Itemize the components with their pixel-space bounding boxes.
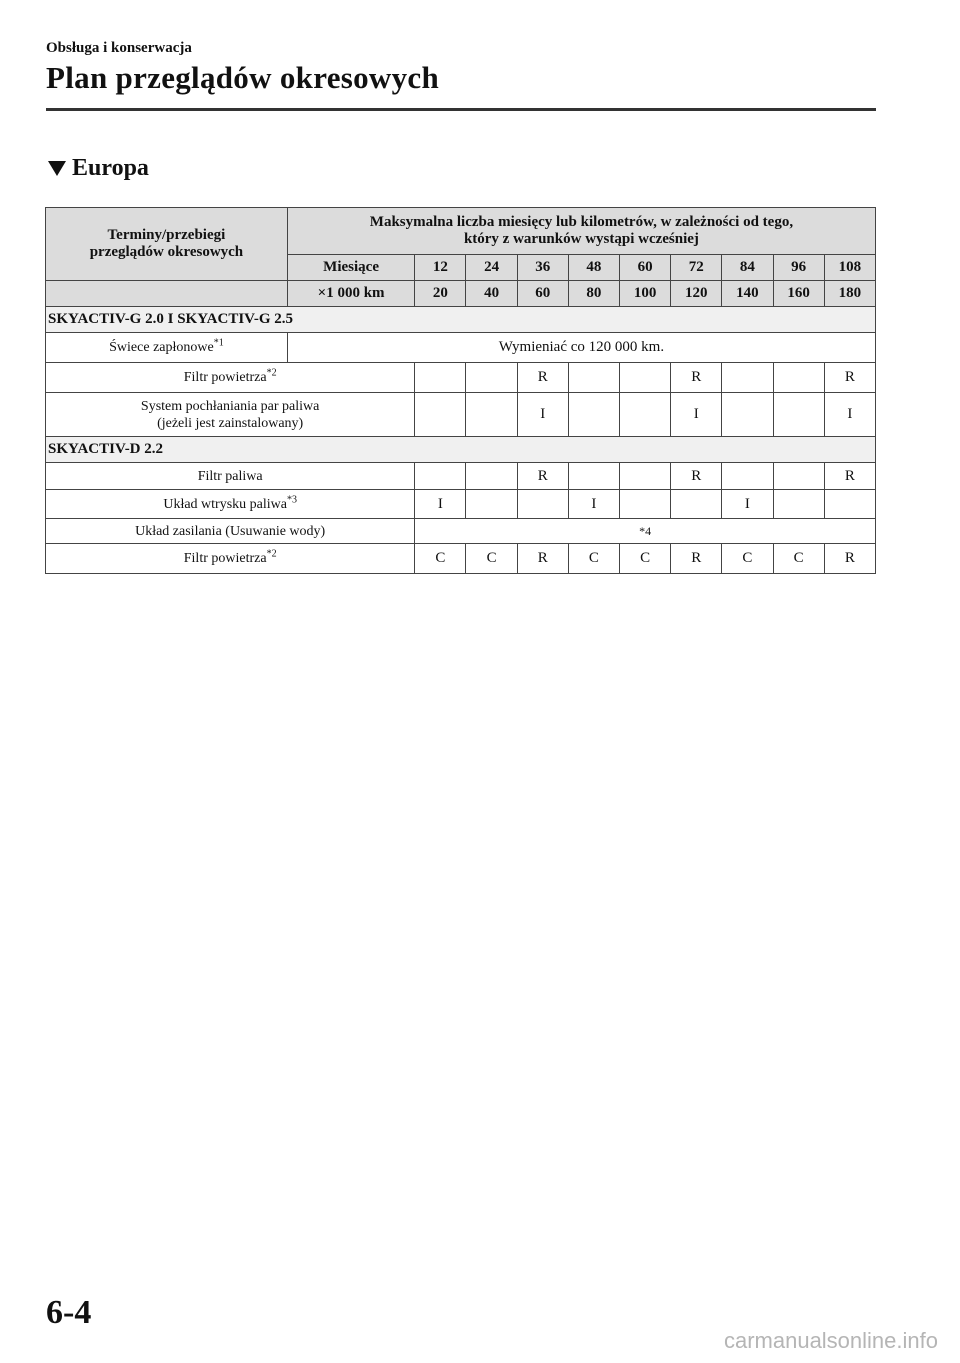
schedule-cell: I	[722, 490, 773, 519]
km-cell: 180	[824, 281, 875, 307]
maintenance-schedule-table	[45, 207, 876, 574]
schedule-cell: C	[466, 544, 517, 574]
schedule-cell: R	[824, 463, 875, 490]
month-cell: 36	[517, 255, 568, 281]
group-title: SKYACTIV-D 2.2	[46, 437, 876, 463]
footnote-ref: *2	[266, 367, 277, 379]
item-line-2: (jeżeli jest zainstalowany)	[157, 415, 304, 431]
item-label	[46, 463, 415, 490]
schedule-cell	[517, 490, 568, 519]
km-cell: 80	[568, 281, 619, 307]
item-label	[46, 363, 415, 393]
schedule-cell: C	[568, 544, 619, 574]
schedule-cell	[466, 490, 517, 519]
page-title: Plan przeglądów okresowych	[46, 60, 439, 95]
schedule-cell	[466, 363, 517, 393]
item-name: Filtr powietrza	[183, 551, 267, 566]
month-cell: 72	[671, 255, 722, 281]
corner-line-1: Terminy/przebiegi	[107, 227, 226, 243]
month-cell: 48	[568, 255, 619, 281]
schedule-cell	[568, 393, 619, 437]
schedule-cell	[620, 363, 671, 393]
km-cell: 20	[415, 281, 466, 307]
item-name: Świece zapłonowe	[109, 340, 214, 355]
item-label	[46, 490, 415, 519]
schedule-cell	[824, 490, 875, 519]
schedule-cell	[722, 363, 773, 393]
schedule-cell: R	[671, 463, 722, 490]
triangle-down-icon	[48, 161, 66, 176]
km-cell: 100	[620, 281, 671, 307]
month-cell: 60	[620, 255, 671, 281]
schedule-cell: R	[517, 363, 568, 393]
subsection-heading	[48, 155, 149, 182]
schedule-cell	[415, 363, 466, 393]
interval-header	[287, 208, 875, 255]
schedule-cell	[620, 490, 671, 519]
schedule-cell	[620, 393, 671, 437]
subsection-title: Europa	[72, 155, 149, 181]
interval-header-line-2: który z warunków wystąpi wcześniej	[463, 231, 699, 247]
schedule-cell: C	[415, 544, 466, 574]
corner-line-2: przeglądów okresowych	[89, 244, 244, 260]
schedule-cell	[773, 463, 824, 490]
item-name: Filtr powietrza	[183, 370, 267, 385]
schedule-cell: C	[620, 544, 671, 574]
schedule-cell: C	[722, 544, 773, 574]
month-cell: 84	[722, 255, 773, 281]
schedule-cell: R	[824, 544, 875, 574]
schedule-cell	[773, 490, 824, 519]
schedule-cell	[466, 393, 517, 437]
schedule-cell	[568, 463, 619, 490]
schedule-cell	[415, 463, 466, 490]
schedule-cell	[620, 463, 671, 490]
km-cell: 40	[466, 281, 517, 307]
schedule-cell	[773, 363, 824, 393]
schedule-cell: I	[517, 393, 568, 437]
section-label: Obsługa i konserwacja	[46, 40, 192, 56]
group-title: SKYACTIV-G 2.0 I SKYACTIV-G 2.5	[46, 307, 876, 333]
schedule-cell: R	[517, 463, 568, 490]
month-cell: 12	[415, 255, 466, 281]
item-label	[46, 393, 415, 437]
schedule-cell	[568, 363, 619, 393]
schedule-cell: I	[568, 490, 619, 519]
month-cell: 96	[773, 255, 824, 281]
schedule-cell: R	[517, 544, 568, 574]
km-empty-cell	[46, 281, 288, 307]
schedule-cell: R	[824, 363, 875, 393]
watermark: carmanualsonline.info	[723, 1328, 938, 1353]
title-divider	[46, 108, 876, 111]
footnote-ref: *1	[213, 337, 224, 349]
span-value: Wymieniać co 120 000 km.	[287, 333, 875, 363]
km-cell: 140	[722, 281, 773, 307]
schedule-cell	[466, 463, 517, 490]
schedule-cell	[722, 463, 773, 490]
item-name: Filtr paliwa	[197, 468, 263, 484]
schedule-cell: C	[773, 544, 824, 574]
schedule-cell: I	[671, 393, 722, 437]
schedule-cell	[773, 393, 824, 437]
page-number: 6-4	[46, 1294, 92, 1331]
item-label	[46, 544, 415, 574]
interval-header-line-1: Maksymalna liczba miesięcy lub kilometrów, w zależności od tego,	[369, 214, 794, 230]
months-label: Miesiące	[287, 255, 414, 281]
footnote-ref: *2	[266, 548, 277, 560]
footnote-ref: *3	[286, 493, 297, 505]
km-cell: 120	[671, 281, 722, 307]
item-line-1: System pochłaniania par paliwa	[140, 398, 320, 414]
item-label	[46, 333, 288, 363]
item-name: Układ wtrysku paliwa	[163, 496, 287, 512]
km-cell: 160	[773, 281, 824, 307]
km-cell: 60	[517, 281, 568, 307]
schedule-cell: I	[415, 490, 466, 519]
item-label	[46, 519, 415, 544]
schedule-cell: R	[671, 363, 722, 393]
schedule-cell	[722, 393, 773, 437]
schedule-cell: I	[824, 393, 875, 437]
item-name: Układ zasilania (Usuwanie wody)	[135, 523, 326, 539]
footnote-span-cell: *4	[415, 519, 876, 544]
schedule-cell: R	[671, 544, 722, 574]
km-label: ×1 000 km	[287, 281, 414, 307]
month-cell: 108	[824, 255, 875, 281]
month-cell: 24	[466, 255, 517, 281]
schedule-cell	[415, 393, 466, 437]
table-corner-header	[46, 208, 288, 281]
schedule-cell	[671, 490, 722, 519]
